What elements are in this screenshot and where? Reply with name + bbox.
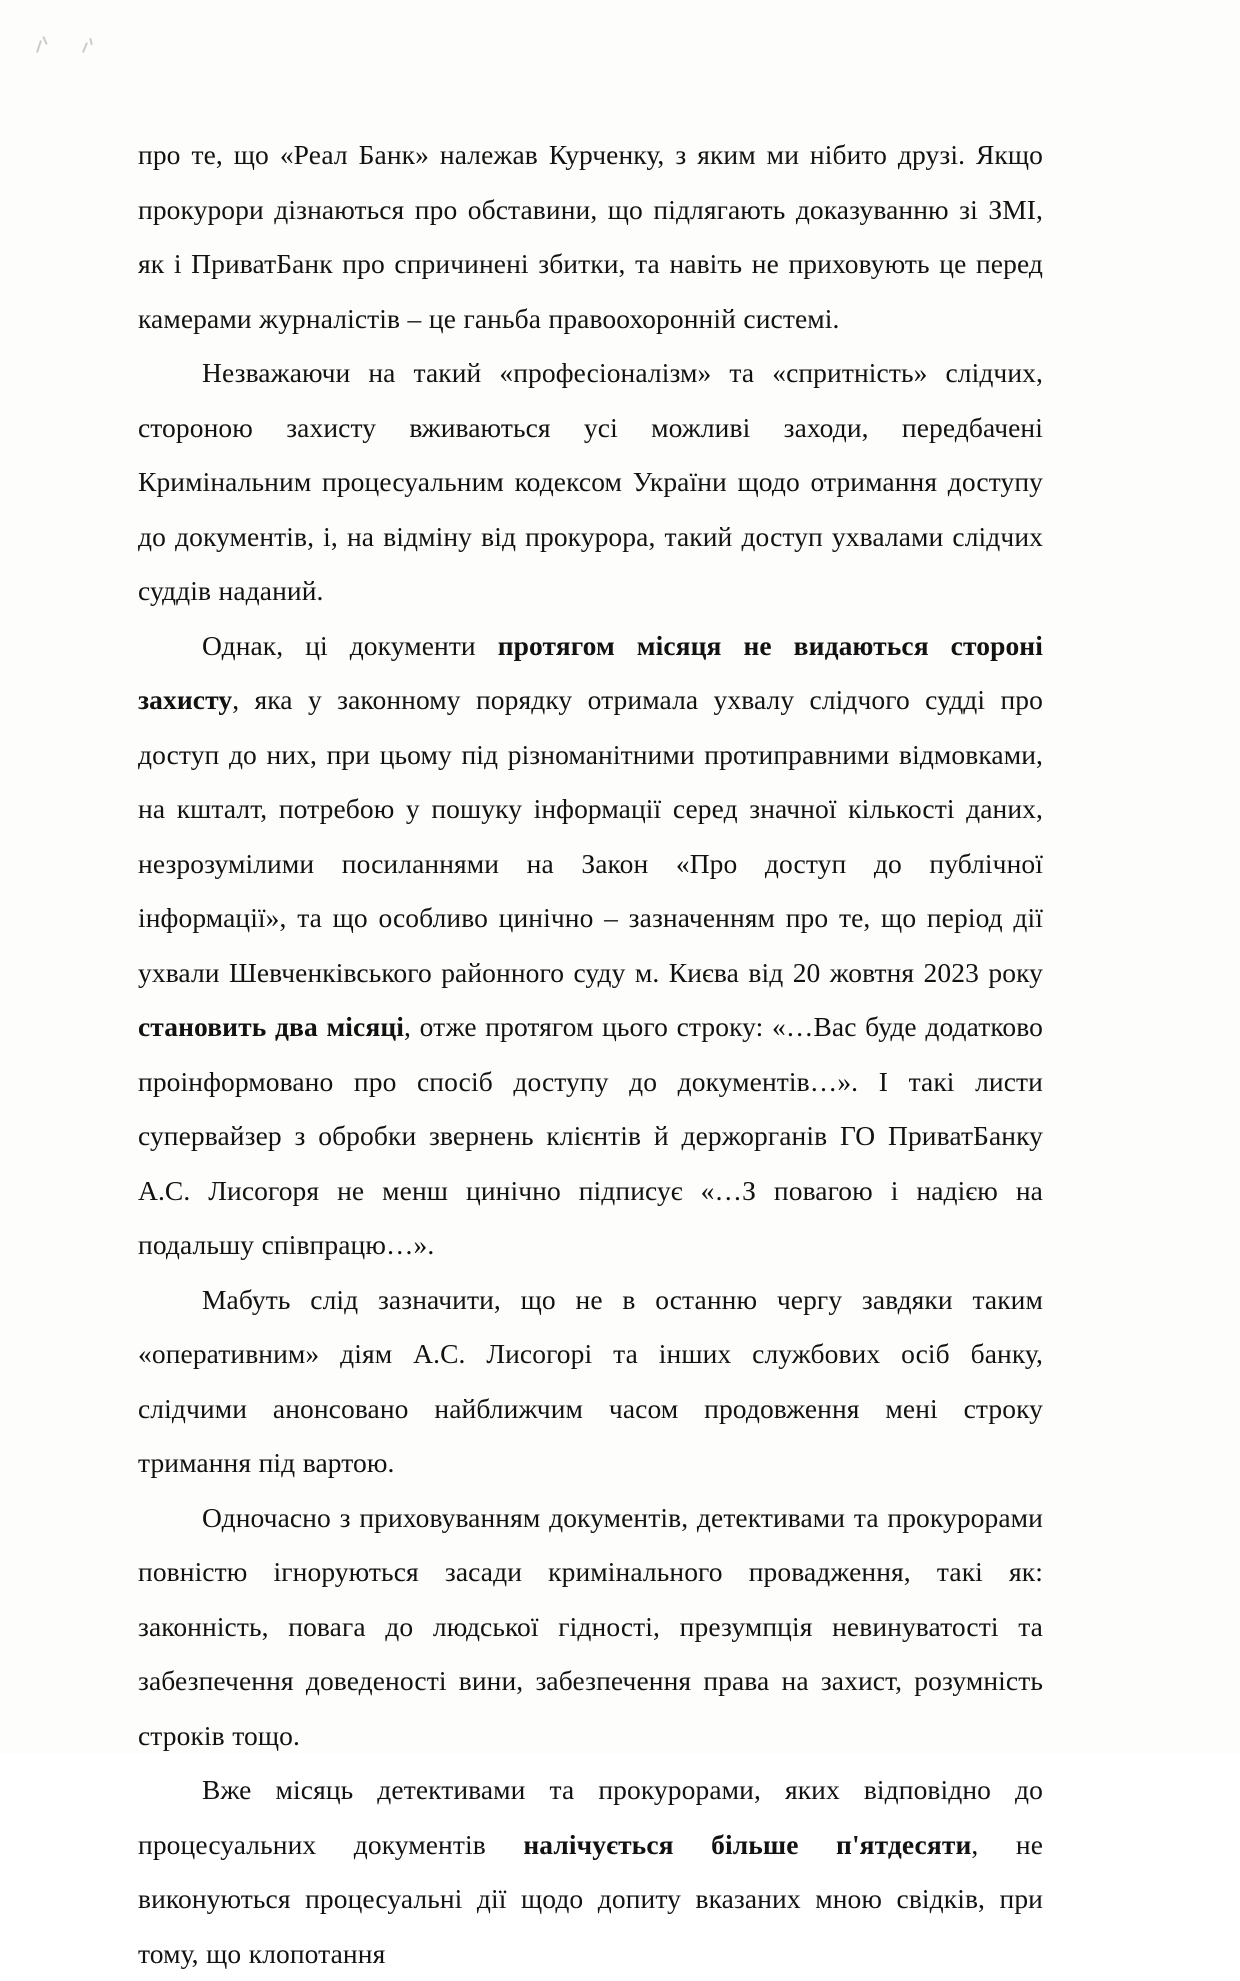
paragraph: Вже місяць детективами та прокурорами, яких відповідно до процесуальних документів налічується більше п'ятдесяти, не виконуються процесуальні дії щодо допиту вказаних мною свідків, при тому, що клопотання bbox=[138, 1774, 1044, 1969]
emphasis-text: налічується більше п'ятдесяти bbox=[523, 1828, 972, 1860]
paragraph: про те, що «Реал Банк» належав Курченку, з яким ми нібито друзі. Якщо прокурори дізнаються про обставини, що підлягають доказуванню зі ЗМІ, як і ПриватБанк про спричинені збитки, та навіть не приховують це перед камерами журналістів – це ганьба правоохоронній системі. bbox=[138, 139, 1043, 334]
document-text-body bbox=[138, 128, 1043, 1981]
paragraph: Незважаючи на такий «професіоналізм» та «спритність» слідчих, стороною захисту вживаються усі можливі заходи, передбачені Кримінальним процесуальним кодексом України щодо отримання доступу до документів, і, на відміну від прокурора, такий доступ ухвалами слідчих суддів наданий. bbox=[138, 357, 1043, 606]
emphasis-text: становить два місяці bbox=[138, 1011, 405, 1042]
paragraph: Одночасно з приховуванням документів, детективами та прокурорами повністю ігноруються засади кримінального провадження, такі як: законність, повага до людської гідності, презумпція невинуватості та забезпечення доведеності вини, забезпечення права на захист, розумність строків тощо. bbox=[138, 1501, 1043, 1751]
scan-artifact-icon bbox=[89, 38, 93, 45]
scan-artifact-icon bbox=[36, 40, 42, 53]
scan-artifact-icon bbox=[42, 36, 47, 45]
scan-artifact-icon bbox=[82, 42, 88, 53]
emphasis-text: протягом місяця не видаються стороні захисту bbox=[138, 629, 1043, 715]
paragraph: Однак, ці документи протягом місяця не видаються стороні захисту, яка у законному порядку отримала ухвалу слідчого судді про доступ до них, при цьому під різноманітними протиправними відмовками, на кшталт, потребою у пошуку інформації серед значної кількості даних, незрозумілими посиланнями на Закон «Про доступ до публічної інформації», та що особливо цинічно – зазначенням про те, що період дії ухвали Шевченківського районного суду м. Києва від 20 жовтня 2023 року становить два місяці, отже протягом цього строку: «…Вас буде додатково проінформовано про спосіб доступу до документів…». І такі листи супервайзер з обробки звернень клієнтів й держорганів ГО ПриватБанку А.С. Лисогоря не менш цинічно підписує «…З повагою і надією на подальшу співпрацю…». bbox=[138, 629, 1043, 1260]
paragraph: Мабуть слід зазначити, що не в останню чергу завдяки таким «оперативним» діям А.С. Лисогорі та інших службових осіб банку, слідчими анонсовано найближчим часом продовження мені строку тримання під вартою. bbox=[138, 1283, 1043, 1478]
